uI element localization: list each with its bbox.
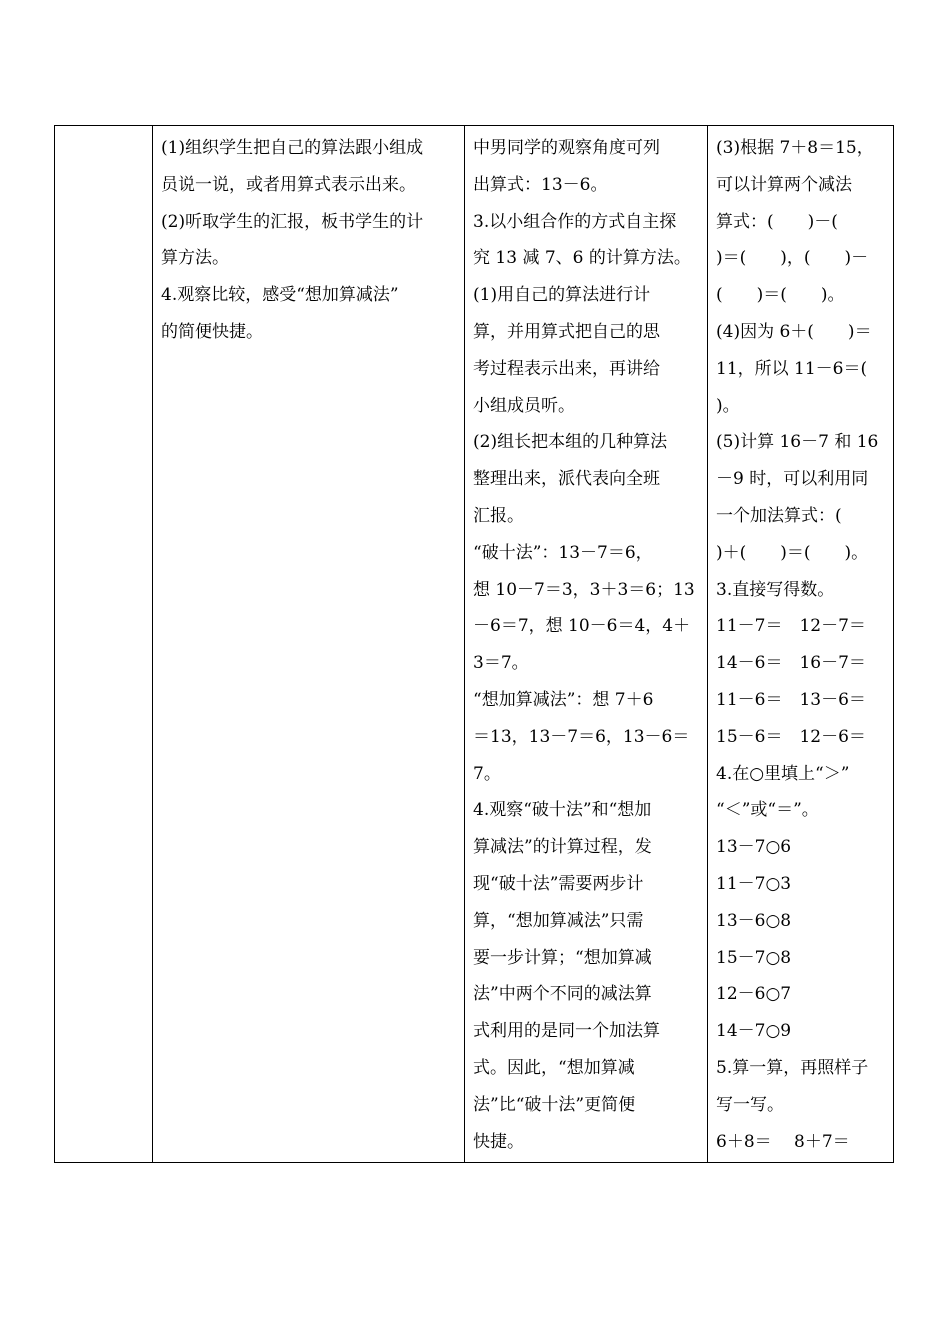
text-line: 11－7＝ 12－7＝ bbox=[716, 616, 866, 637]
text-line: 4.观察比较，感受“想加算减法” bbox=[161, 285, 399, 306]
text-line: 出算式：13－6。 bbox=[473, 174, 608, 195]
text-line: )。 bbox=[716, 395, 740, 416]
text-line: (5)计算 16－7 和 16 bbox=[716, 432, 879, 453]
text-line: 整理出来，派代表向全班 bbox=[473, 469, 660, 490]
text-line: 算，并用算式把自己的思 bbox=[473, 321, 660, 342]
text-line: －9 时，可以利用同 bbox=[716, 469, 869, 490]
text-line: 11，所以 11－6＝( bbox=[716, 358, 868, 379]
text-line: 11－6＝ 13－6＝ bbox=[716, 689, 866, 710]
text-line: 要一步计算；“想加算减 bbox=[473, 947, 652, 968]
text-line: 5.算一算，再照样子 bbox=[716, 1057, 869, 1078]
text-line: 中男同学的观察角度可列 bbox=[473, 138, 660, 158]
text-line: (1)用自己的算法进行计 bbox=[473, 285, 651, 306]
text-line: 究 13 减 7、6 的计算方法。 bbox=[473, 248, 691, 269]
text-line: 11－7○3 bbox=[716, 873, 792, 894]
text-line: 法”比“破十法”更简便 bbox=[473, 1094, 636, 1115]
text-line: (1)组织学生把自己的算法跟小组成 bbox=[161, 138, 424, 158]
text-line: (2)组长把本组的几种算法 bbox=[473, 432, 668, 453]
table-row bbox=[55, 126, 894, 1163]
text-line: “想加算减法”：想 7＋6 bbox=[473, 689, 654, 710]
text-line: 7。 bbox=[473, 763, 501, 784]
text-line: 小组成员听。 bbox=[473, 395, 575, 416]
text-line: 13－7○6 bbox=[716, 837, 792, 858]
text-line: “破十法”：13－7＝6， bbox=[473, 542, 653, 563]
text-line: 15－6＝ 12－6＝ bbox=[716, 726, 866, 747]
text-line: 3.以小组合作的方式自主探 bbox=[473, 211, 677, 232]
stage-cell bbox=[55, 126, 153, 1163]
text-line: )＋( )＝( )。 bbox=[716, 542, 869, 563]
text-line: 15－7○8 bbox=[716, 947, 792, 968]
text-line: 13－6○8 bbox=[716, 910, 792, 931]
text-line: 12－6○7 bbox=[716, 984, 792, 1005]
text-line: (4)因为 6＋( )＝ bbox=[716, 321, 872, 342]
text-line: 算减法”的计算过程，发 bbox=[473, 837, 652, 858]
exercise-cell bbox=[708, 126, 894, 1163]
text-line: 法”中两个不同的减法算 bbox=[473, 984, 652, 1005]
text-line: 现“破十法”需要两步计 bbox=[473, 873, 644, 894]
text-line: 算方法。 bbox=[161, 248, 229, 269]
text-line: 的简便快捷。 bbox=[161, 321, 263, 342]
text-line: －6＝7，想 10－6＝4，4＋ bbox=[473, 616, 691, 637]
teacher-activity-cell bbox=[153, 126, 465, 1163]
student-activity-cell bbox=[465, 126, 708, 1163]
text-line: (3)根据 7＋8＝15， bbox=[716, 138, 874, 158]
text-line: 14－6＝ 16－7＝ bbox=[716, 653, 866, 674]
text-line: 算式：( )－( bbox=[716, 211, 838, 232]
text-line: 快捷。 bbox=[473, 1131, 524, 1152]
text-line: 4.在○里填上“＞” bbox=[716, 763, 850, 784]
text-line: 一个加法算式：( bbox=[716, 505, 842, 526]
lesson-plan-table bbox=[54, 125, 894, 1163]
text-line: )＝( )，( )－ bbox=[716, 248, 869, 269]
text-line: 写一写。 bbox=[716, 1094, 784, 1115]
text-line: “＜”或“＝”。 bbox=[716, 800, 819, 821]
text-line: 14－7○9 bbox=[716, 1021, 792, 1042]
text-line: 3＝7。 bbox=[473, 653, 529, 674]
text-line: 3.直接写得数。 bbox=[716, 579, 835, 600]
text-line: 可以计算两个减法 bbox=[716, 174, 852, 195]
text-line: 算，“想加算减法”只需 bbox=[473, 910, 644, 931]
text-line: 式。因此，“想加算减 bbox=[473, 1057, 635, 1078]
text-line: 式利用的是同一个加法算 bbox=[473, 1021, 660, 1042]
text-line: 6＋8＝ 8＋7＝ bbox=[716, 1131, 850, 1152]
text-line: ( )＝( )。 bbox=[716, 285, 845, 306]
text-line: 想 10－7＝3，3＋3＝6；13 bbox=[473, 579, 695, 600]
text-line: 4.观察“破十法”和“想加 bbox=[473, 800, 652, 821]
text-line: 考过程表示出来，再讲给 bbox=[473, 358, 660, 379]
text-line: ＝13，13－7＝6，13－6＝ bbox=[473, 726, 690, 747]
text-line: (2)听取学生的汇报，板书学生的计 bbox=[161, 211, 424, 232]
text-line: 员说一说，或者用算式表示出来。 bbox=[161, 174, 416, 195]
text-line: 汇报。 bbox=[473, 505, 524, 526]
